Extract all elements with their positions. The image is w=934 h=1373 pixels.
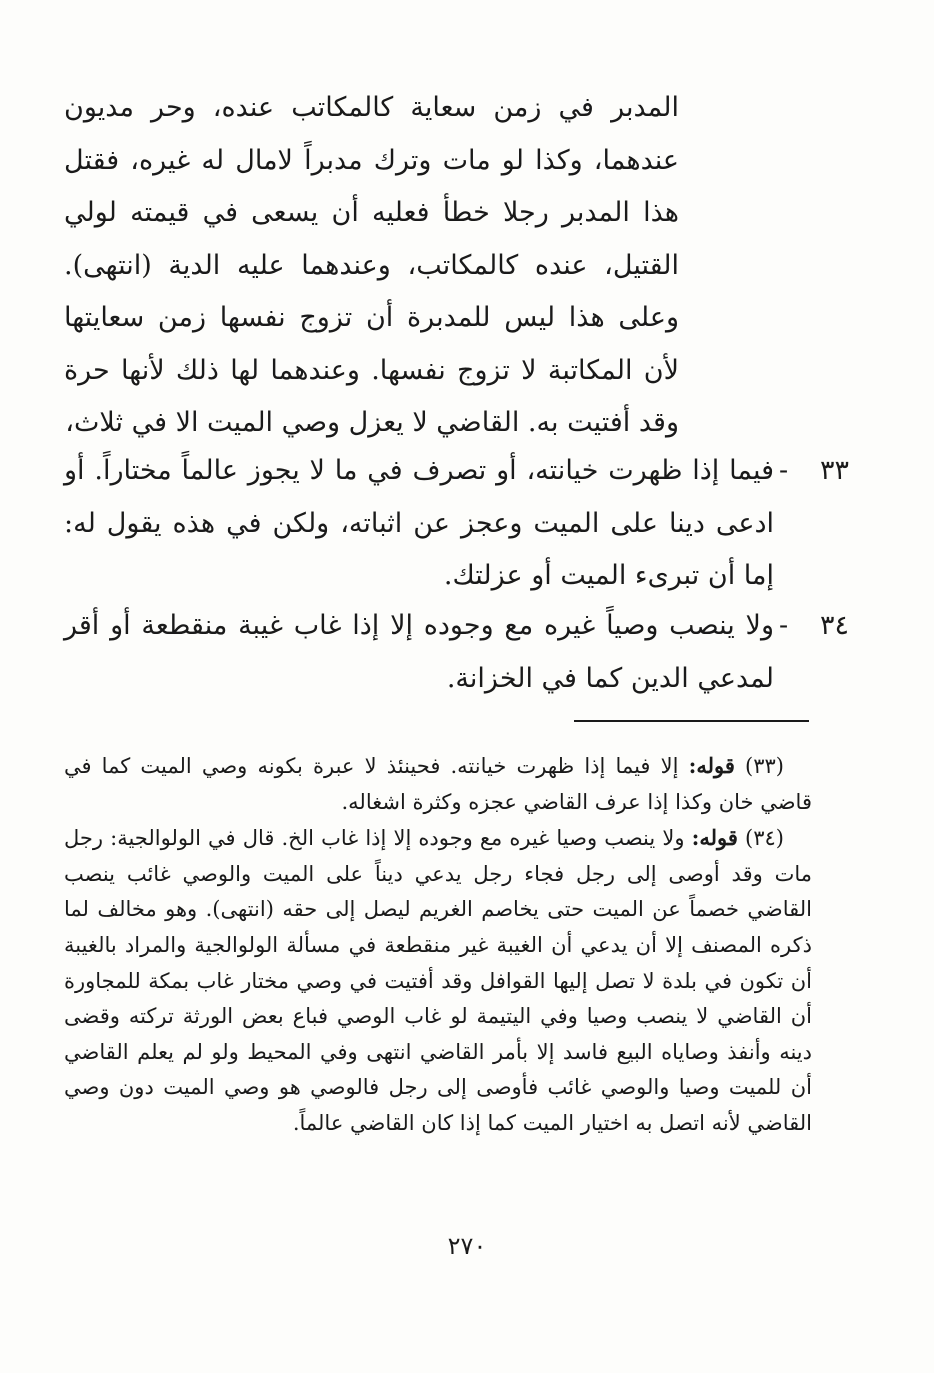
item-number-label [779,445,849,498]
item-number-label [779,600,849,653]
footnote-ref: (٣٤) [745,826,784,851]
item-text: فيما إذا ظهرت خيانته، أو تصرف في ما لا يجوز عالماً مختاراً. أو ادعى دينا على الميت وعجز عن اثباته، ولكن في هذه يقول له: إما أن تبرىء الميت أو عزلتك. [64,455,774,591]
footnote-text: ولا ينصب وصيا غيره مع وجوده إلا إذا غاب الخ. قال في الولوالجية: رجل مات وقد أوصى إلى رجل فجاء رجل يدعي ديناً على الميت والوصي غائب ينصب القاضي خصماً عن الميت حتى يخاصم الغريم ليصل إلى حقه (انتهى). وهو مخالف لما ذكره المصنف إلا أن يدعي أن الغيبة غير منقطعة في مسألة الولوالجية والمراد بالغيبة أن تكون في بلدة لا تصل إليها القوافل وقد أفتيت في وصي مختار غاب بمكة للمجاورة أن القاضي لا ينصب وصيا وفي اليتيمة لو غاب الوصي فباع بعض الورثة تركته وقضى دينه وأنفذ وصاياه البيع فاسد إلا بأمر القاضي انتهى وفي المحيط ولو لم يعلم القاضي أن للميت وصيا والوصي غائب فأوصى إلى رجل فالوصي هو وصي الميت دون وصي القاضي لأنه اتصل به اختيار الميت كما إذا كان القاضي عالماً. [64,826,812,1135]
main-paragraph: المدبر في زمن سعاية كالمكاتب عنده، وحر مديون عندهما، وكذا لو مات وترك مدبراً لامال له غيره، فقتل هذا المدبر رجلا خطأ فعليه أن يسعى في قيمته لولي القتيل، عنده كالمكاتب، وعندهما عليه الدية (انتهى). وعلى هذا ليس للمدبرة أن تزوج نفسها زمن سعايتها لأن المكاتبة لا تزوج نفسها. وعندهما لها ذلك لأنها حرة وقد أفتيت به. القاضي لا يعزل وصي الميت الا في ثلاث، [64,92,679,438]
footnote-keyword: قوله: [691,825,738,851]
footnote-text: إلا فيما إذا ظهرت خيانته. فحينئذ لا عبرة بكونه وصي الميت كما في قاضي خان وكذا إذا عرف القاضي عجزه وكثرة اشغاله. [64,754,812,814]
item-number: ٣٤ [819,610,849,641]
footnote [64,748,812,820]
footnote-divider [574,720,809,722]
footnote-ref: (٣٣) [745,754,784,778]
footnote-keyword: قوله: [688,753,735,778]
page-number: ٢٧٠ [447,1232,487,1260]
item-number: ٣٣ [819,455,849,486]
item-dash: - [779,455,789,486]
item-dash: - [779,610,789,641]
footnote [64,820,812,1141]
main-text-block [64,82,679,450]
numbered-item [64,600,849,705]
numbered-item [64,445,849,603]
footnotes-block [64,748,812,1142]
item-text: ولا ينصب وصياً غيره مع وجوده إلا إذا غاب غيبة منقطعة أو أقر لمدعي الدين كما في الخزانة. [64,610,774,694]
